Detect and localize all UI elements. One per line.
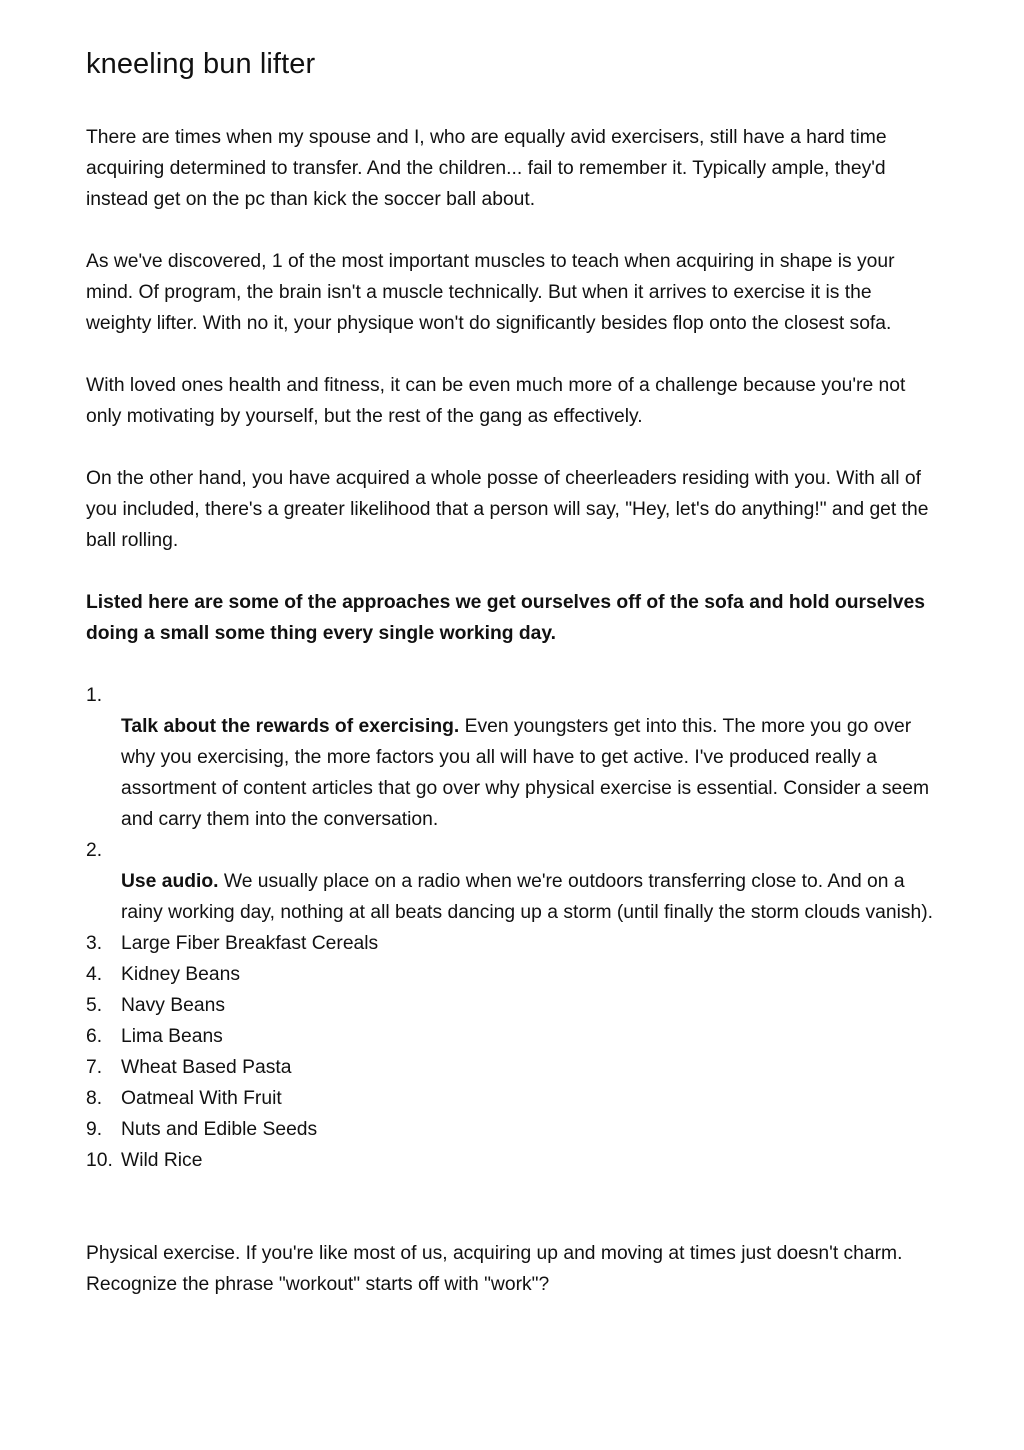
list-item-body <box>121 835 934 928</box>
list-item-text: Oatmeal With Fruit <box>121 1088 282 1109</box>
list-item-number: 6. <box>86 1026 103 1047</box>
list-item <box>86 990 934 1021</box>
paragraph-1: There are times when my spouse and I, who are equally avid exercisers, still have a hard time acquiring determined to transfer. And the children... fail to remember it. Typically ample, they'd instead get on the pc than kick the soccer ball about. <box>86 127 887 210</box>
list-item-bold-text: Talk about the rewards of exercising. <box>121 716 460 737</box>
list-item <box>86 1145 934 1176</box>
list-item <box>86 680 934 835</box>
list-item-text: Even youngsters get into this. The more you go over why you exercising, the more factors you all will have to get active. I've produced really a assortment of content articles that go over why physical exercise is essential. Consider a seem and carry them into the conversation. <box>121 716 930 830</box>
list-item <box>86 1083 934 1114</box>
paragraph-4: On the other hand, you have acquired a whole posse of cheerleaders residing with you. With all of you included, there's a greater likelihood that a person will say, "Hey, let's do anything!" and get the ball rolling. <box>86 468 929 551</box>
bold-intro: Listed here are some of the approaches we get ourselves off of the sofa and hold ourselves doing a small some thing every single working day. <box>86 592 925 644</box>
list-item-number: 9. <box>86 1119 103 1140</box>
list-item <box>86 1114 934 1145</box>
list-item-text: Navy Beans <box>121 995 225 1016</box>
paragraph-2: As we've discovered, 1 of the most important muscles to teach when acquiring in shape is your mind. Of program, the brain isn't a muscle technically. But when it arrives to exercise it is the weighty lifter. With no it, your physique won't do significantly besides flop onto the closest sofa. <box>86 251 895 334</box>
list-item-body <box>121 680 934 835</box>
list-item <box>86 928 934 959</box>
list-item-text: Kidney Beans <box>121 964 240 985</box>
list-item-text: Lima Beans <box>121 1026 223 1047</box>
list-item <box>86 959 934 990</box>
page-title: kneeling bun lifter <box>86 48 316 80</box>
list-item-number: 5. <box>86 995 103 1016</box>
list-item-text: Large Fiber Breakfast Cereals <box>121 933 379 954</box>
list-item-number: 2. <box>86 840 103 861</box>
list-item-number: 4. <box>86 964 103 985</box>
closing-paragraph: Physical exercise. If you're like most of us, acquiring up and moving at times just doesn't charm. Recognize the phrase "workout" starts off with "work"? <box>86 1243 903 1295</box>
list-item-text: Wild Rice <box>121 1150 203 1171</box>
list-item-number: 7. <box>86 1057 103 1078</box>
list-item-number: 1. <box>86 685 103 706</box>
list-item <box>86 835 934 928</box>
list-item-number: 8. <box>86 1088 103 1109</box>
list-item-number: 10. <box>86 1150 113 1171</box>
list-item <box>86 1021 934 1052</box>
numbered-list <box>86 680 934 1176</box>
list-item-text: Nuts and Edible Seeds <box>121 1119 318 1140</box>
list-item-text: Wheat Based Pasta <box>121 1057 292 1078</box>
list-item-bold-text: Use audio. <box>121 871 219 892</box>
paragraph-3: With loved ones health and fitness, it can be even much more of a challenge because you're not only motivating by yourself, but the rest of the gang as effectively. <box>86 375 906 427</box>
list-item-number: 3. <box>86 933 103 954</box>
list-item-text: We usually place on a radio when we're outdoors transferring close to. And on a rainy working day, nothing at all beats dancing up a storm (until finally the storm clouds vanish). <box>121 871 934 923</box>
list-item <box>86 1052 934 1083</box>
